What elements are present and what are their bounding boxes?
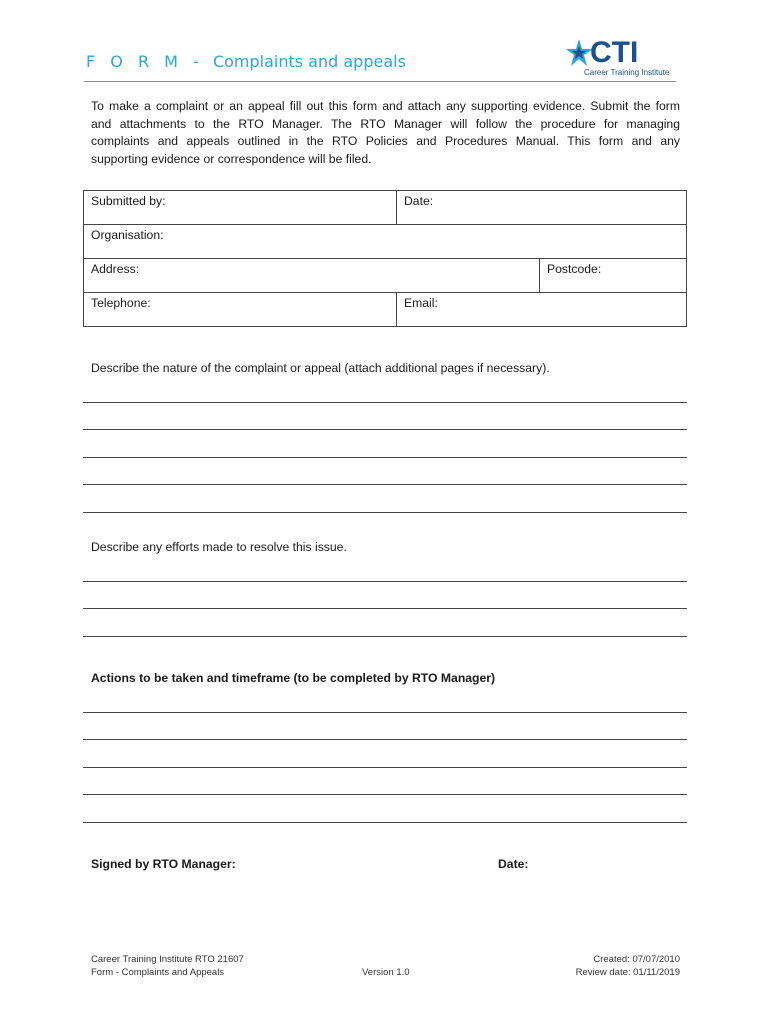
footer-form-line: Form - Complaints and Appeals — [91, 967, 225, 978]
logo-text: CTI — [590, 36, 639, 69]
cti-logo — [566, 36, 678, 80]
email-label: Email: — [404, 296, 438, 310]
actions-section-label: Actions to be taken and timeframe (to be completed by RTO Manager) — [91, 671, 496, 685]
postcode-label: Postcode: — [547, 262, 602, 276]
form-title-prefix: F O R M - — [86, 52, 204, 71]
postcode-field[interactable] — [540, 259, 687, 293]
address-field[interactable] — [84, 259, 540, 293]
submitted-by-label: Submitted by: — [91, 194, 166, 208]
nature-write-line[interactable] — [83, 402, 687, 403]
footer-dates — [576, 953, 680, 979]
nature-write-line[interactable] — [83, 429, 687, 430]
nature-section-label: Describe the nature of the complaint or appeal (attach additional pages if necessary). — [91, 361, 550, 375]
logo-tagline: Career Training Institute — [584, 68, 670, 77]
intro-paragraph — [91, 98, 680, 168]
date-field[interactable] — [397, 191, 687, 225]
telephone-label: Telephone: — [91, 296, 151, 310]
organisation-label: Organisation: — [91, 228, 164, 242]
intro-line: To make a complaint or an appeal fill out this form and attach any supporting evidence. Submit the form — [91, 99, 680, 113]
actions-write-line[interactable] — [83, 739, 687, 740]
efforts-section-label: Describe any efforts made to resolve this issue. — [91, 540, 347, 554]
actions-write-line[interactable] — [83, 712, 687, 713]
signed-by-label: Signed by RTO Manager: — [91, 857, 236, 871]
footer-created: Created: 07/07/2010 — [593, 954, 680, 965]
footer-version: Version 1.0 — [362, 967, 410, 978]
actions-write-line[interactable] — [83, 767, 687, 768]
actions-write-line[interactable] — [83, 794, 687, 795]
footer-org-line: Career Training Institute RTO 21607 — [91, 954, 244, 965]
intro-line: and attachments to the RTO Manager. The RTO Manager will follow the procedure for managing — [91, 116, 680, 131]
date-label: Date: — [404, 194, 434, 208]
applicant-details-table — [83, 190, 687, 327]
footer-org — [91, 953, 244, 979]
footer-review: Review date: 01/11/2019 — [575, 967, 680, 978]
efforts-write-line[interactable] — [83, 636, 687, 637]
submitted-by-field[interactable] — [84, 191, 397, 225]
efforts-write-line[interactable] — [83, 581, 687, 582]
form-title — [86, 52, 406, 71]
email-field[interactable] — [397, 293, 687, 327]
address-label: Address: — [91, 262, 140, 276]
form-title-text: Complaints and appeals — [212, 52, 406, 71]
efforts-write-line[interactable] — [83, 608, 687, 609]
nature-write-line[interactable] — [83, 512, 687, 513]
actions-write-line[interactable] — [83, 822, 687, 823]
nature-write-line[interactable] — [83, 484, 687, 485]
header-divider — [84, 81, 676, 82]
signature-date-label: Date: — [498, 857, 529, 871]
telephone-field[interactable] — [84, 293, 397, 327]
nature-write-line[interactable] — [83, 457, 687, 458]
intro-line: complaints and appeals outlined in the RTO Policies and Procedures Manual. This form and any — [91, 134, 680, 148]
organisation-field[interactable] — [84, 225, 687, 259]
intro-line: supporting evidence or correspondence will be filed. — [91, 151, 372, 166]
